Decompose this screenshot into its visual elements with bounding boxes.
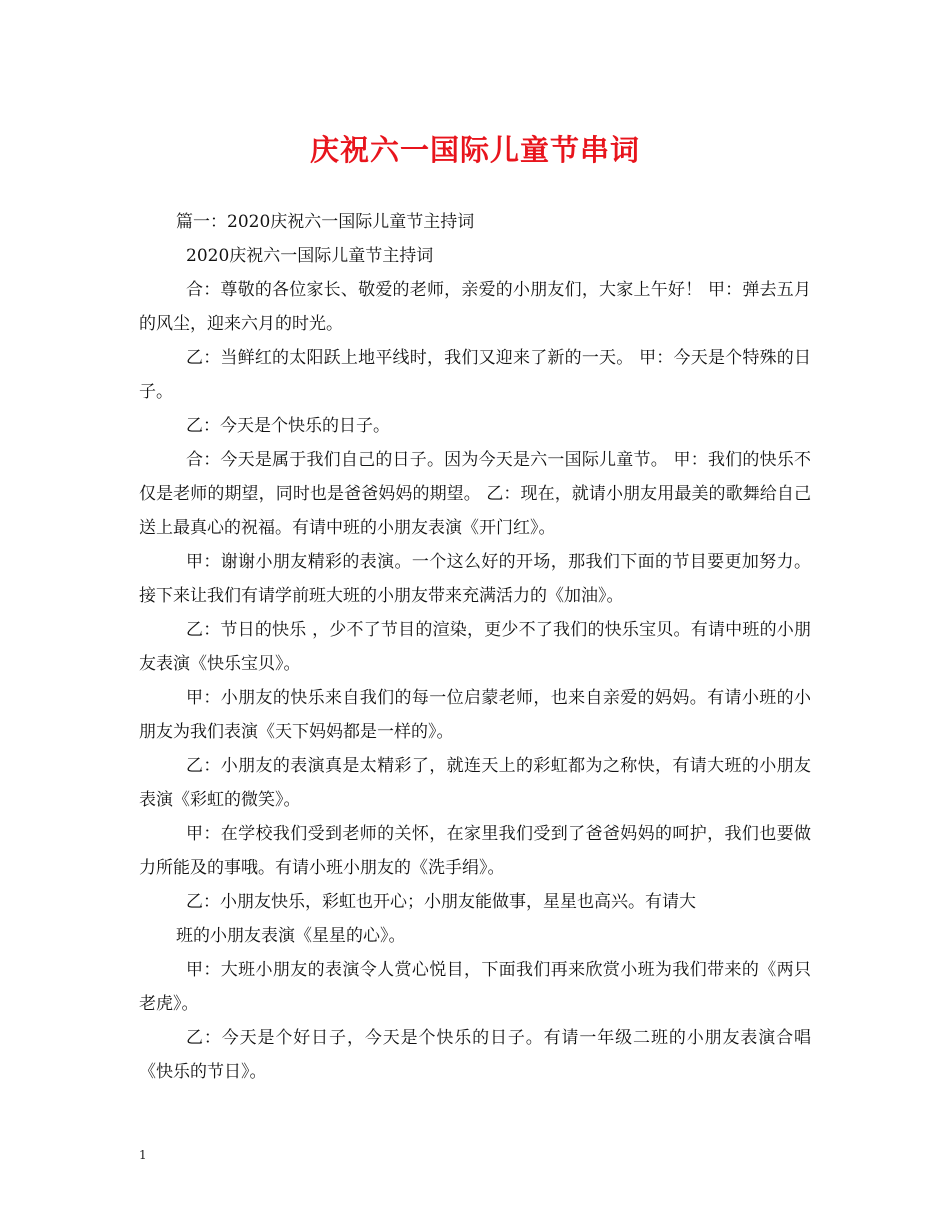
script-paragraph: 乙：今天是个好日子，今天是个快乐的日子。有请一年级二班的小朋友表演合唱《快乐的节日》。 [139,1028,811,1082]
script-paragraph-split-line2: 班的小朋友表演《星星的心》。 [176,926,406,946]
script-paragraph: 乙：今天是个快乐的日子。 [186,416,390,436]
document-body [139,205,811,1089]
document-title: 庆祝六一国际儿童节串词 [309,133,640,167]
script-paragraph: 甲：大班小朋友的表演令人赏心悦目，下面我们再来欣赏小班为我们带来的《两只老虎》。 [139,960,811,1014]
script-paragraph: 甲：在学校我们受到老师的关怀，在家里我们受到了爸爸妈妈的呵护，我们也要做力所能及的事哦。有请小班小朋友的《洗手绢》。 [139,824,811,878]
script-paragraph: 乙：小朋友的表演真是太精彩了，就连天上的彩虹都为之称快，有请大班的小朋友表演《彩虹的微笑》。 [139,756,811,810]
script-paragraph-split-line1: 乙：小朋友快乐，彩虹也开心；小朋友能做事，星星也高兴。有请大 [186,892,696,912]
section-heading: 篇一：2020庆祝六一国际儿童节主持词 [176,212,475,232]
script-paragraph: 合：今天是属于我们自己的日子。因为今天是六一国际儿童节。 甲：我们的快乐不仅是老师的期望，同时也是爸爸妈妈的期望。 乙：现在，就请小朋友用最美的歌舞给自己送上最真心的祝福。有请中班的小朋友表演《开门红》。 [139,450,811,538]
script-paragraph: 合：尊敬的各位家长、敬爱的老师，亲爱的小朋友们，大家上午好！ 甲：弹去五月的风尘，迎来六月的时光。 [139,280,811,334]
script-paragraph: 甲：小朋友的快乐来自我们的每一位启蒙老师，也来自亲爱的妈妈。有请小班的小朋友为我们表演《天下妈妈都是一样的》。 [139,688,811,742]
page-number: 1 [139,1148,147,1162]
script-paragraph: 乙：节日的快乐 ，少不了节目的渲染，更少不了我们的快乐宝贝。有请中班的小朋友表演《快乐宝贝》。 [139,620,811,674]
section-subheading: 2020庆祝六一国际儿童节主持词 [186,246,434,266]
script-paragraph: 乙：当鲜红的太阳跃上地平线时，我们又迎来了新的一天。 甲：今天是个特殊的日子。 [139,348,811,402]
script-paragraph: 甲：谢谢小朋友精彩的表演。一个这么好的开场，那我们下面的节目要更加努力。接下来让我们有请学前班大班的小朋友带来充满活力的《加油》。 [139,552,811,606]
